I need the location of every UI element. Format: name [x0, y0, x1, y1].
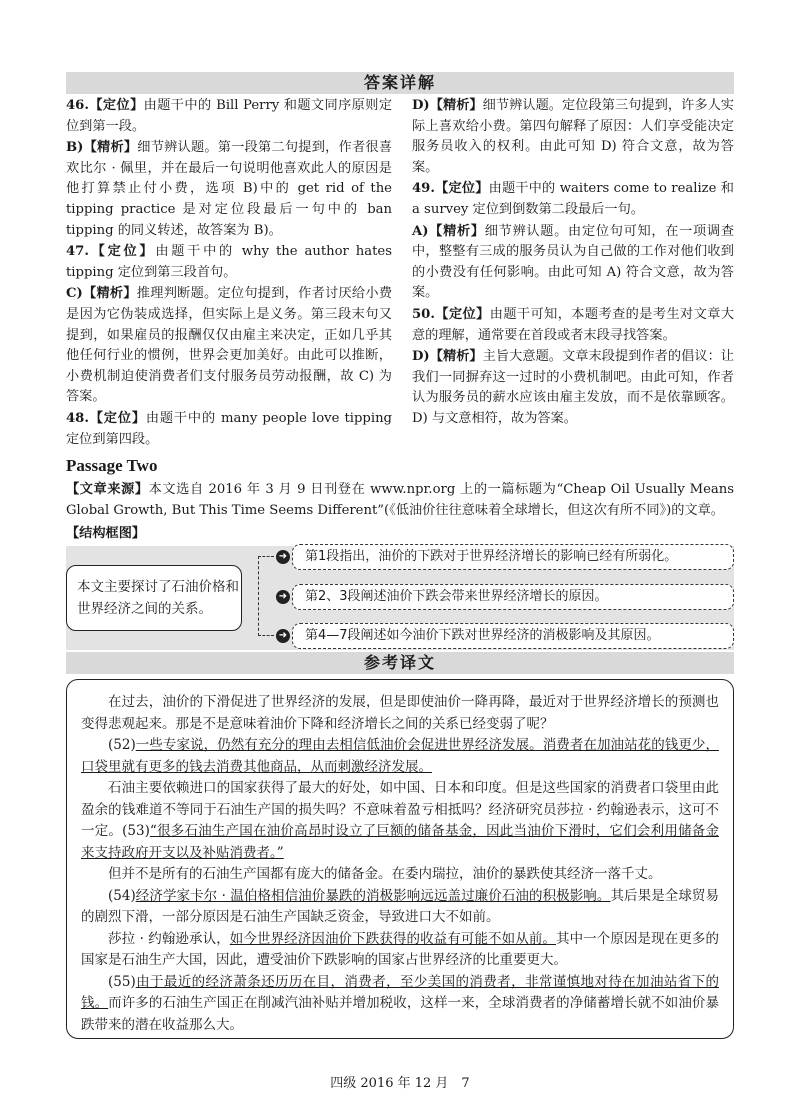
- answer-entry: [66, 284, 392, 408]
- translation-paragraph: [81, 692, 719, 735]
- item-tag: 【精析】: [428, 223, 485, 239]
- translation-paragraph: [81, 864, 719, 886]
- paragraph-text: 但并不是所有的石油生产国都有庞大的储备金。在委内瑞拉，油价的暴跌使其经济一落千丈。: [108, 866, 662, 882]
- item-number: 47.: [66, 244, 89, 260]
- item-tag: 【定位】: [88, 244, 156, 260]
- paragraph-text: (55): [108, 973, 136, 990]
- item-tag: 【定位】: [88, 98, 144, 113]
- paragraph-text: 在过去，油价的下滑促进了世界经济的发展，但是即使油价一降再降，最近对于世界经济增长的预测也变得悲观起来。那是不是意味着油价下降和经济增长之间的关系已经变弱了呢？: [81, 694, 719, 732]
- arrow-right-icon: ➜: [276, 590, 290, 604]
- paragraph-text: (54): [108, 887, 136, 904]
- translation-paragraph: [81, 929, 719, 972]
- item-number: B): [66, 140, 84, 156]
- translation-paragraph: [81, 778, 719, 864]
- item-number: 48.: [66, 410, 89, 426]
- main-idea-box: 本文主要探讨了石油价格和世界经济之间的关系。: [66, 565, 242, 631]
- item-number: D): [412, 349, 430, 365]
- source-tag: 【文章来源】: [66, 482, 149, 497]
- translation-paragraph: [81, 886, 719, 929]
- item-text: 由题干中的 why the author hates tipping 定位到第三段首句。: [66, 244, 392, 280]
- answer-entry: [66, 96, 392, 137]
- underlined-text: 经济学家卡尔 · 温伯格相信油价暴跌的消极影响远远盖过廉价石油的积极影响。: [135, 887, 611, 904]
- paragraph-text: 其中一个原因是现在更多的国家是石油生产大国，因此，遭受油价下跌影响的国家占世界经济的比重要更大。: [81, 930, 720, 968]
- item-number: 46.: [66, 98, 89, 113]
- item-number: 49.: [412, 181, 435, 197]
- paragraph-text: 其后果是全球贸易的剧烈下滑，一部分原因是石油生产国缺乏资金，导致进口大不如前。: [81, 887, 720, 925]
- source-text: 本文选自 2016 年 3 月 9 日刊登在 www.npr.org 上的一篇标题为“Cheap Oil Usually Means Global Growth, But This Time Seems Different”(《低油价往往意味着全球增长，但这次有所不同》)的文章。: [66, 482, 735, 518]
- answer-entry: [412, 96, 734, 178]
- item-text: 由题干中的 Bill Perry 和题文同序原则定位到第一段。: [66, 98, 393, 134]
- answer-entry: [66, 138, 392, 241]
- answer-entry: [66, 242, 392, 283]
- item-tag: 【定位】: [88, 410, 146, 426]
- translation-title: 参考译文: [363, 653, 436, 672]
- passage-heading: Passage Two: [66, 456, 158, 475]
- underlined-text: 如今世界经济因油价下跌获得的收益有可能不如从前。: [229, 930, 556, 947]
- item-text: 推理判断题。定位句提到，作者讨厌给小费是因为它伪装成选择，但实际上是义务。第三段末句又提到，如果雇员的报酬仅仅由雇主来决定，正如几乎其他任何行业的惯例，世界会更加美好。由此可以推断，小费机制迫使消费者们支付服务员劳动报酬，故 C) 为答案。: [66, 286, 393, 405]
- item-tag: 【精析】: [429, 349, 483, 365]
- underlined-text: “很多石油生产国在油价高昂时设立了巨额的储备基金，因此当油价下滑时，它们会利用储备金来支持政府开支以及补贴消费者。”: [81, 823, 719, 861]
- structure-point: 第2、3段阐述油价下跌会带来世界经济增长的原因。: [292, 584, 734, 610]
- underlined-text: 一些专家说，仍然有充分的理由去相信低油价会促进世界经济发展。消费者在加油站花的钱更少，口袋里就有更多的钱去消费其他商品，从而刺激经济发展。: [81, 737, 719, 775]
- item-text: 细节辨认题。由定位句可知，在一项调查中，整整有三成的服务员认为自己做的工作对他们收到的小费没有任何影响。由此可知 A) 符合文意，故为答案。: [412, 223, 735, 301]
- answer-entry: [412, 305, 734, 346]
- arrow-right-icon: ➜: [276, 550, 290, 564]
- left-answer-column: [66, 96, 392, 451]
- structure-point: 第4—7段阐述如今油价下跌对世界经济的消极影响及其原因。: [292, 623, 734, 649]
- item-tag: 【精析】: [429, 98, 483, 113]
- page-footer: 四级 2016 年 12 月 7: [330, 1076, 470, 1091]
- translation-paragraph: [81, 735, 719, 778]
- underlined-text: 由于最近的经济萧条还历历在目，消费者，至少美国的消费者，非常谨慎地对待在加油站省下的钱。: [81, 973, 719, 1011]
- item-text: 由题干中的 many people love tipping 定位到第四段。: [66, 410, 392, 447]
- right-answer-column: [412, 96, 734, 431]
- translation-paragraph: [81, 972, 719, 1037]
- item-text: 主旨大意题。文章末段提到作者的倡议：让我们一同摒弃这一过时的小费机制吧。由此可知，作者认为服务员的薪水应该由雇主发放，而不是依靠顾客。D) 与文意相符，故为答案。: [412, 349, 734, 426]
- structure-point: 第1段指出，油价的下跌对于世界经济增长的影响已经有所弱化。: [292, 544, 734, 570]
- paragraph-text: (52): [108, 737, 136, 753]
- item-number: A): [412, 223, 429, 239]
- answer-entry: [412, 179, 734, 220]
- item-tag: 【定位】: [434, 306, 490, 322]
- structure-bracket: [258, 556, 274, 636]
- arrow-right-icon: ➜: [276, 629, 290, 643]
- item-tag: 【精析】: [83, 140, 138, 156]
- answer-section-banner: [66, 72, 734, 94]
- item-number: D): [412, 98, 430, 113]
- answer-entry: [412, 222, 734, 304]
- item-text: 由题干中的 waiters come to realize 和 a survey 定位到倒数第二段最后一句。: [412, 181, 734, 217]
- item-text: 由题干可知，本题考查的是考生对文章大意的理解，通常要在首段或者末段寻找答案。: [412, 306, 735, 343]
- item-text: 细节辨认题。定位段第三句提到，许多人实际上喜欢给小费。第四句解释了原因：人们享受能决定服务员收入的权利。由此可知 D) 符合文意，故为答案。: [412, 98, 734, 175]
- answer-entry: [66, 409, 392, 450]
- answer-entry: [412, 347, 734, 429]
- item-number: C): [66, 286, 83, 302]
- paragraph-text: 石油主要依赖进口的国家获得了最大的好处，如中国、日本和印度。但是这些国家的消费者口袋里由此盈余的钱难道不等同于石油生产国的损失吗？不意味着盈亏相抵吗？经济研究员莎拉 · 约翰逊表示，这可不一定。(53): [81, 780, 719, 839]
- item-text: 细节辨认题。第一段第二句提到，作者很喜欢比尔 · 佩里，并在最后一句说明他喜欢此人的原因是他打算禁止付小费，选项 B)中的 get rid of the tipping practice 是对定位段最后一句中的 ban tipping 的同义转述，故答案为 B)。: [66, 140, 393, 238]
- article-source: [66, 480, 734, 521]
- item-tag: 【精析】: [82, 286, 137, 302]
- structure-label: 【结构框图】: [66, 526, 146, 541]
- item-number: 50.: [412, 306, 435, 322]
- paragraph-text: 莎拉 · 约翰逊承认，: [108, 930, 230, 947]
- translation-box: [66, 679, 734, 1039]
- translation-banner: [66, 652, 734, 674]
- answer-section-title: 答案详解: [363, 73, 436, 92]
- item-tag: 【定位】: [434, 181, 489, 197]
- paragraph-text: 而许多的石油生产国正在削减汽油补贴并增加税收，这样一来，全球消费者的净储蓄增长就不如油价暴跌带来的潜在收益那么大。: [81, 995, 720, 1033]
